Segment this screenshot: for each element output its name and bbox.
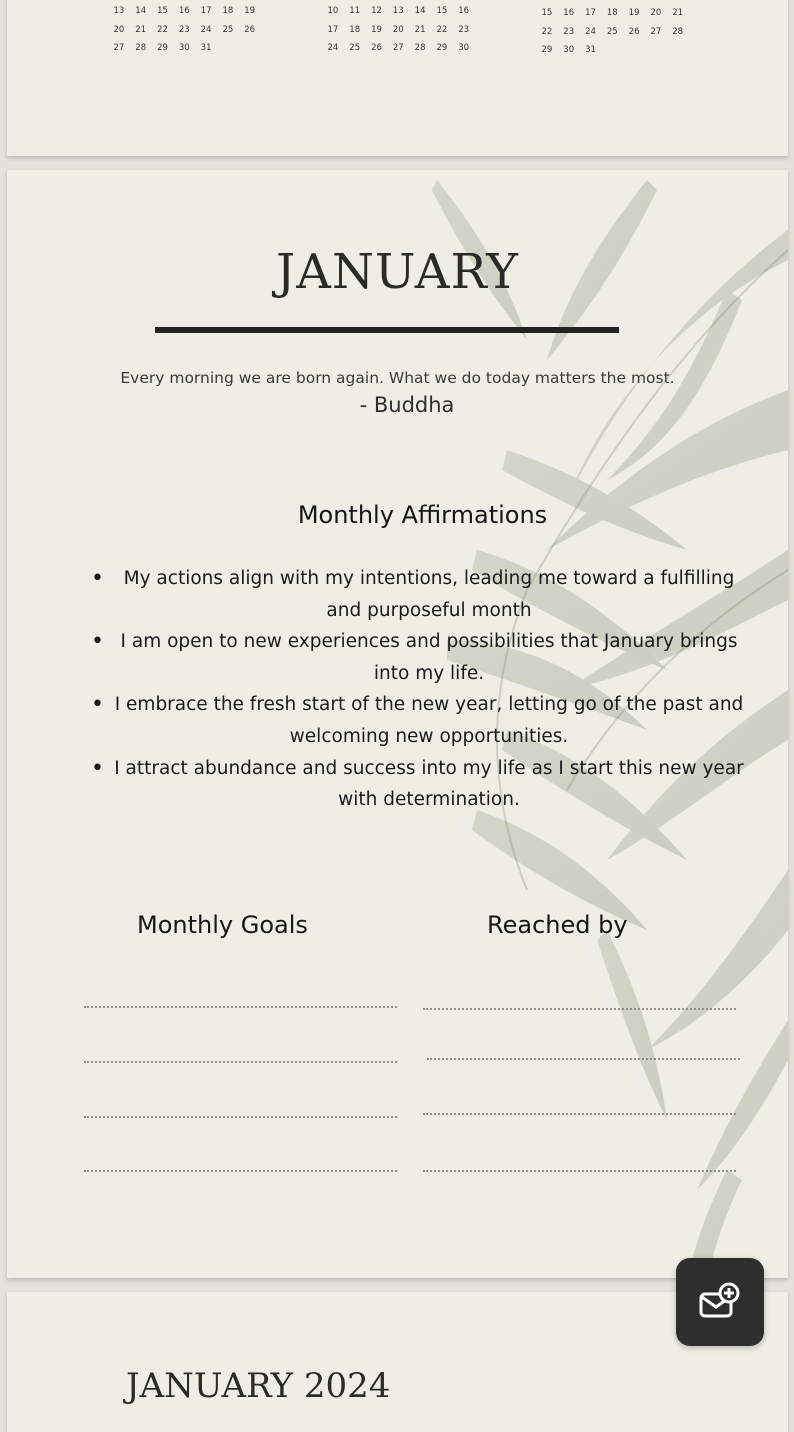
mini-calendar-week	[108, 2, 261, 21]
mail-add-icon	[698, 1282, 742, 1322]
mini-calendar-day: 24	[585, 26, 596, 37]
mini-calendar-day: 17	[327, 24, 339, 35]
mini-calendar-day: 20	[392, 24, 404, 35]
mini-calendar-day: 13	[113, 6, 125, 17]
mini-calendar-day: 30	[458, 43, 470, 54]
mini-calendar-day: 20	[113, 24, 125, 35]
january-planner-page	[7, 170, 788, 1278]
reached-by-heading: Reached by	[487, 911, 628, 939]
next-page-title: JANUARY 2024	[126, 1366, 391, 1406]
affirmation-item: • I embrace the fresh start of the new year, letting go of the past and welcoming new opportunities.	[89, 689, 749, 752]
mini-calendar-day: 23	[458, 24, 470, 35]
goal-line	[84, 1116, 397, 1118]
mini-calendar-day: 14	[414, 6, 426, 17]
mini-calendar-day: 21	[135, 24, 147, 35]
mini-calendar-day: 17	[200, 6, 212, 17]
mini-calendar-day: 31	[585, 45, 596, 56]
mini-calendar-day: 26	[371, 43, 382, 54]
mini-calendar-day: 26	[244, 24, 256, 35]
affirmations-heading: Monthly Affirmations	[297, 501, 548, 529]
mini-calendar-2	[322, 2, 475, 58]
mini-calendar-day: 16	[563, 8, 575, 19]
mini-calendar-1	[108, 2, 261, 58]
mini-calendar-day: 11	[349, 6, 361, 17]
mini-calendar-day: 19	[371, 24, 382, 35]
mini-calendar-day: 13	[392, 6, 404, 17]
mini-calendar-day: 28	[672, 26, 684, 37]
affirmations-list	[89, 563, 749, 816]
mini-calendar-day: 12	[371, 6, 382, 17]
mini-calendar-day: 27	[392, 43, 404, 54]
mini-calendar-day: 29	[157, 43, 168, 54]
goal-line	[84, 1006, 397, 1008]
mini-calendar-day: 29	[436, 43, 448, 54]
mini-calendar-week	[322, 2, 475, 21]
mini-calendar-day: 15	[541, 8, 553, 19]
mini-calendar-week	[536, 23, 689, 42]
reached-by-line	[427, 1058, 740, 1060]
mini-calendar-day: 29	[541, 45, 553, 56]
mini-calendar-week	[108, 39, 261, 58]
mini-calendar-day: 16	[178, 6, 190, 17]
reached-by-line	[423, 1170, 736, 1172]
mini-calendar-day: 14	[135, 6, 147, 17]
message-seller-button[interactable]	[676, 1258, 764, 1346]
mini-calendar-day: 27	[113, 43, 125, 54]
goal-line	[84, 1170, 397, 1172]
mini-calendar-day: 28	[135, 43, 147, 54]
mini-calendar-day: 25	[349, 43, 361, 54]
mini-calendar-week	[536, 41, 689, 60]
mini-calendar-3	[536, 4, 689, 60]
title-divider	[155, 327, 619, 333]
mini-calendar-day: 15	[436, 6, 448, 17]
mini-calendar-day: 15	[157, 6, 168, 17]
mini-calendar-week	[322, 21, 475, 40]
mini-calendar-day: 18	[606, 8, 618, 19]
mini-calendar-day: 17	[585, 8, 596, 19]
mini-calendar-week	[108, 21, 261, 40]
affirmation-item: • I am open to new experiences and possibilities that January brings into my life.	[89, 626, 749, 689]
mini-calendar-day: 16	[458, 6, 470, 17]
reached-by-line	[423, 1008, 736, 1010]
month-title: JANUARY	[276, 244, 519, 300]
mini-calendar-day: 28	[414, 43, 426, 54]
mini-calendar-day: 18	[222, 6, 234, 17]
previous-page	[7, 0, 788, 156]
monthly-goals-heading: Monthly Goals	[137, 911, 308, 939]
reached-by-line	[423, 1113, 736, 1115]
mini-calendar-day: 27	[650, 26, 662, 37]
mini-calendar-day: 25	[222, 24, 234, 35]
mini-calendar-day: 23	[563, 26, 575, 37]
quote-text: Every morning we are born again. What we do today matters the most.	[120, 369, 675, 387]
affirmation-item: • I attract abundance and success into my life as I start this new year with determination.	[89, 753, 749, 816]
mini-calendar-day: 25	[606, 26, 618, 37]
mini-calendar-day: 30	[178, 43, 190, 54]
mini-calendar-day: 26	[628, 26, 640, 37]
mini-calendar-day: 31	[200, 43, 212, 54]
mini-calendar-day: 18	[349, 24, 361, 35]
mini-calendar-day: 22	[436, 24, 448, 35]
mini-calendar-day: 20	[650, 8, 662, 19]
mini-calendar-day: 19	[628, 8, 640, 19]
mini-calendar-day: 21	[414, 24, 426, 35]
mini-calendar-day: 19	[244, 6, 256, 17]
affirmation-item: • My actions align with my intentions, leading me toward a fulfilling and purposeful month	[89, 563, 749, 626]
mini-calendar-day: 22	[541, 26, 553, 37]
mini-calendar-day: 10	[327, 6, 339, 17]
quote-author: - Buddha	[359, 393, 455, 417]
mini-calendar-day: 21	[672, 8, 684, 19]
mini-calendar-day: 22	[157, 24, 168, 35]
mini-calendar-day: 24	[200, 24, 212, 35]
mini-calendar-day: 30	[563, 45, 575, 56]
mini-calendar-week	[322, 39, 475, 58]
next-page	[7, 1292, 788, 1432]
mini-calendar-day: 24	[327, 43, 339, 54]
goal-line	[84, 1061, 397, 1063]
mini-calendar-day: 23	[178, 24, 190, 35]
mini-calendar-week	[536, 4, 689, 23]
